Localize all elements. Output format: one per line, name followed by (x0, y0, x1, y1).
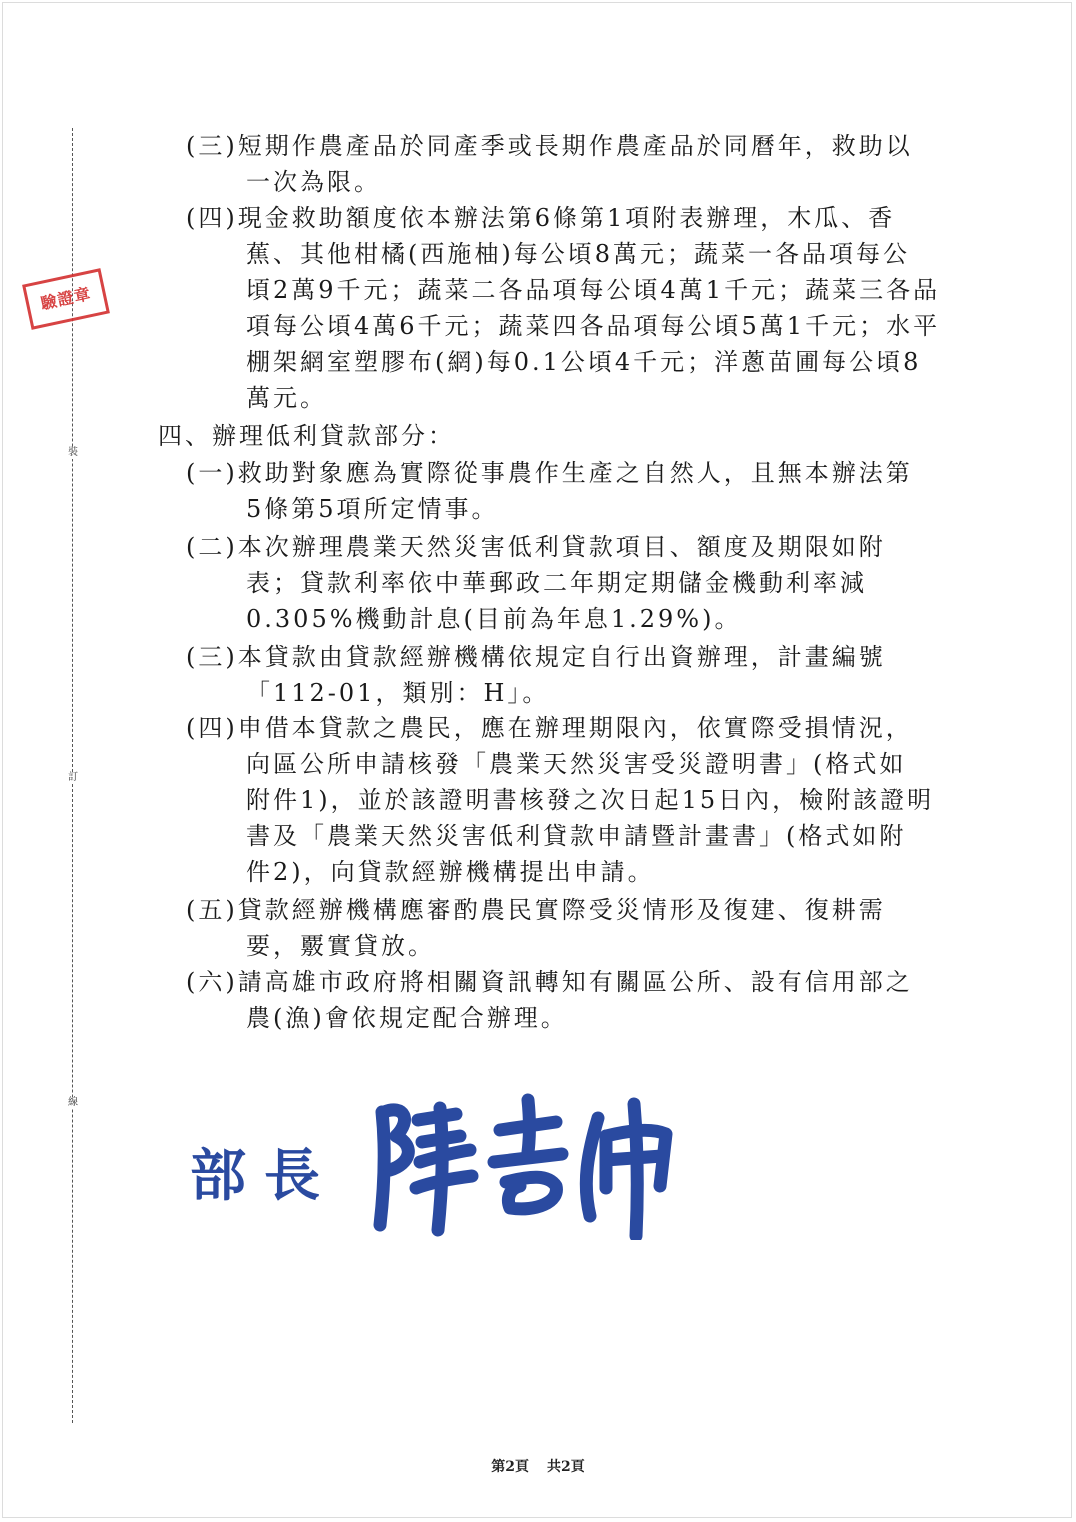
binding-char-ding: 訂 (68, 772, 78, 783)
loan-item-4-line-3: 附件1)，並於該證明書核發之次日起15日內，檢附該證明 (246, 786, 935, 814)
item-4-line-5: 棚架網室塑膠布(網)每0.1公頃4千元；洋蔥苗圃每公頃8 (246, 348, 922, 376)
loan-item-6-line-1: (六)請高雄市政府將相關資訊轉知有關區公所、設有信用部之 (186, 968, 913, 996)
loan-item-5-line-1: (五)貸款經辦機構應審酌農民實際受災情形及復建、復耕需 (186, 896, 886, 924)
loan-item-3-line-1: (三)本貸款由貸款經辦機構依規定自行出資辦理，計畫編號 (186, 643, 886, 671)
loan-item-1-line-2: 5條第5項所定情事。 (246, 495, 499, 523)
loan-item-6-line-2: 農(漁)會依規定配合辦理。 (246, 1004, 568, 1032)
item-3-line-2: 一次為限。 (246, 168, 381, 196)
loan-item-4-line-2: 向區公所申請核發「農業天然災害受災證明書」(格式如 (246, 750, 907, 778)
loan-item-2-line-1: (二)本次辦理農業天然災害低利貸款項目、額度及期限如附 (186, 533, 886, 561)
binding-char-zhuang: 裝 (68, 447, 78, 458)
loan-item-2-line-3: 0.305%機動計息(目前為年息1.29%)。 (246, 605, 742, 633)
signature-title: 部長 (190, 1143, 338, 1209)
item-3-line-1: (三)短期作農產品於同產季或長期作農產品於同曆年，救助以 (186, 132, 913, 160)
item-4-line-3: 頃2萬9千元；蔬菜二各品項每公頃4萬1千元；蔬菜三各品 (246, 276, 941, 304)
loan-item-4-line-5: 件2)，向貸款經辦機構提出申請。 (246, 858, 655, 886)
loan-item-2-line-2: 表；貸款利率依中華郵政二年期定期儲金機動利率減 (246, 569, 867, 597)
page-total: 共2頁 (547, 1459, 585, 1475)
binding-char-xian: 線 (68, 1097, 78, 1108)
item-4-line-6: 萬元。 (246, 384, 327, 412)
minister-signature (190, 1090, 710, 1250)
page-number: 第2頁 (491, 1459, 529, 1475)
section-4-heading: 四、辦理低利貸款部分： (158, 422, 455, 450)
loan-item-4-line-4: 書及「農業天然災害低利貸款申請暨計畫書」(格式如附 (246, 822, 907, 850)
item-4-line-4: 項每公頃4萬6千元；蔬菜四各品項每公頃5萬1千元；水平 (246, 312, 941, 340)
verification-stamp: 驗證章 (22, 268, 110, 330)
loan-item-1-line-1: (一)救助對象應為實際從事農作生產之自然人，且無本辦法第 (186, 459, 913, 487)
item-4-line-2: 蕉、其他柑橘(西施柚)每公頃8萬元；蔬菜一各品項每公 (246, 240, 910, 268)
loan-item-5-line-2: 要，覈實貸放。 (246, 932, 435, 960)
page-footer (0, 1456, 1076, 1476)
loan-item-3-line-2: 「112-01，類別：H」。 (246, 679, 550, 707)
signature-handwriting (360, 1090, 690, 1240)
loan-item-4-line-1: (四)申借本貸款之農民，應在辦理期限內，依實際受損情況， (186, 714, 913, 742)
item-4-line-1: (四)現金救助額度依本辦法第6條第1項附表辦理，木瓜、香 (186, 204, 896, 232)
